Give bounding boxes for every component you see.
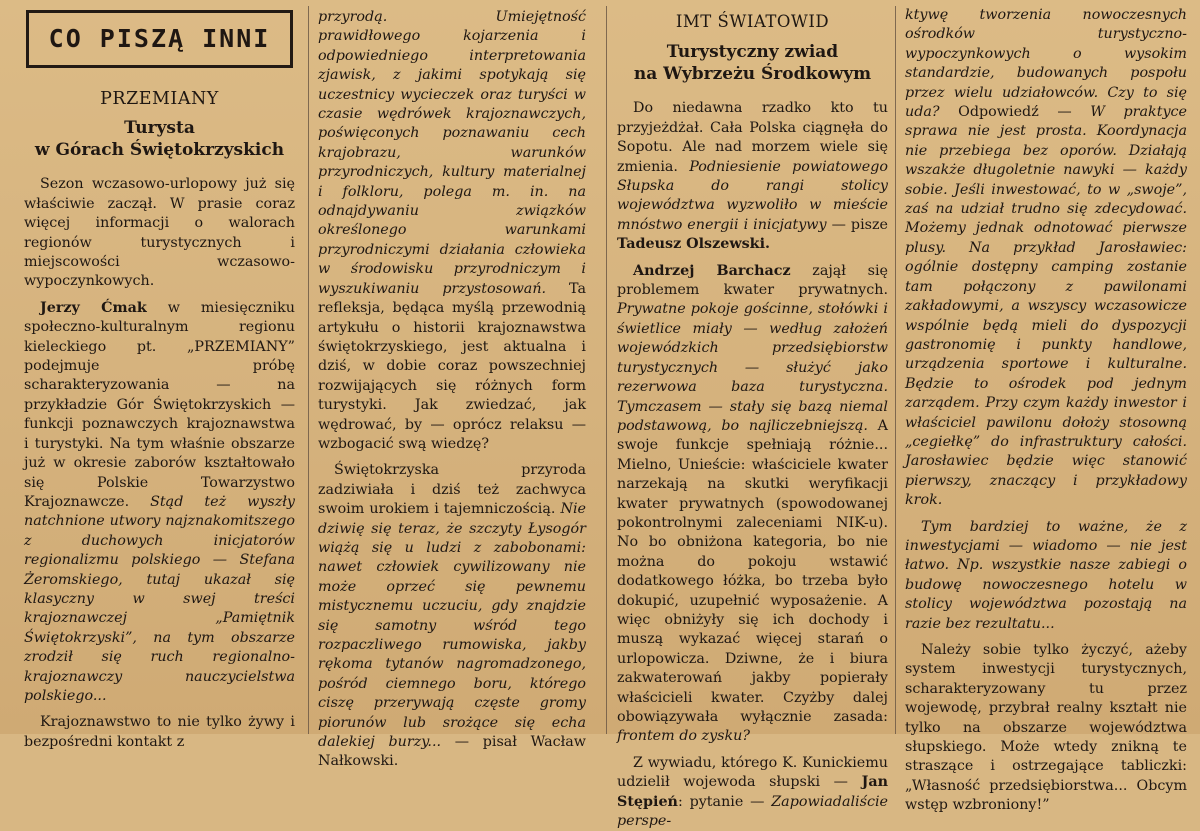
text-run: Ta refleksja, będąca myślą przewodnią artykułu o historii krajoznawstwa świętokrzyskiego, jest aktualna i dziś, w dobie coraz powszechniej rozwijających się różnych form turystyki. Jak zwiedzać, jak wędrować, by — oprócz relaksu — wzbogacić swą wiedzę?	[318, 280, 587, 452]
text-run: A swoje funkcje spełniają różnie... Mielno, Unieście: właściciele kwater narzekają na skutki weryfikacji kwater prywatnych (spowodowanej pokontrolnymi zaleceniami NIK-u). No bo obniżona kategoria, bo nie można do pokoju wstawić dodatkowego łóżka, bo trzeba było dokupić, uzupełnić wyposażenie. A więc obniżyły się ich dochody i muszą wykazać więcej starań o urlopowicza. Dziwne, że i biura zakwaterowań jakby popierały właścicieli kwater. Czyżby dalej obowiązywała wyłącznie zasada:	[617, 417, 888, 725]
paragraph	[905, 6, 1187, 511]
source-kicker-imt-swiatowid: IMT ŚWIATOWID	[675, 12, 830, 31]
headline-line: Turysta	[124, 118, 195, 139]
paragraph	[617, 99, 888, 254]
text-run: Z wywiadu, którego K. Kunickiemu udzielił wojewoda słupski —	[617, 754, 888, 791]
column-rule	[308, 6, 309, 734]
column-3	[617, 8, 889, 830]
quote-run: Zapowiadaliście perspe-	[617, 793, 888, 830]
paragraph: Sezon wczasowo-urlopowy już się właściwie zaczął. W prasie coraz więcej informacji o walorach regionów turystycznych i miejscowości wczasowo-wypoczynkowych.	[24, 176, 295, 290]
headline-line: Turystyczny zwiad	[666, 42, 839, 63]
quote-run: ktywę tworzenia nowoczesnych ośrodków turystyczno-wypoczynkowych o wysokim standardzie, budowanych pospołu przez wielu udziałowców. Czy to się uda?	[905, 7, 1187, 121]
quote-run: Prywatne pokoje gościnne, stołówki i świetlice miały — według założeń wojewódzkich przedsiębiorstw turystycznych — służyć jako rezerwowa baza turystyczna. Tymczasem — stały się bazą niemal podstawową, bo najliczebniejszą.	[617, 301, 888, 434]
text-run: — pisał Wacław Nałkowski.	[318, 734, 587, 770]
paragraph: Tym bardziej to ważne, że z inwestycjami — wiadomo — nie jest łatwo. Np. wszystkie nasze zabiegi o budowę nowoczesnego hotelu w stolicy województwa pozostają na razie bez rezultatu...	[905, 518, 1187, 632]
column-rule	[606, 6, 607, 734]
source-kicker-przemiany: PRZEMIANY	[100, 89, 219, 109]
author-name: Andrzej Barchacz	[633, 262, 791, 279]
text-run: Odpowiedź —	[939, 104, 1091, 121]
quote-run: W praktyce sprawa nie jest prosta. Koordynacja nie przebiega bez oporów. Działają wszakże długoletnie nawyki — każdy sobie. Jeśli inwestować, to w „swoje”, zaś na udział trudno się zdecydować. Możemy jednak odnotować pierwsze plusy. Na przykład Jarosławiec: ogólnie dostępny camping zostanie tam połączony z pawilonami zakładowymi, a wszyscy wczasowicze wspólnie będą mieli do dyspozycji gastronomię i punkty handlowe, urządzenia sportowe i kulturalne. Będzie to ośrodek pod jednym zarządem. Przy czym każdy inwestor i właściciel pawilonu dołoży stosowną „cegiełkę” do infrastruktury całości. Jarosławiec będzie więc stanowić pierwszy, znaczący i przykładowy krok.	[905, 104, 1187, 509]
column-4	[905, 6, 1187, 814]
paragraph	[617, 262, 888, 747]
paragraph	[617, 754, 888, 831]
column-rule	[895, 6, 896, 734]
text-run: zajął się problemem kwater prywatnych.	[617, 262, 889, 299]
text-run: — pisze	[826, 216, 888, 233]
article-headline-2	[617, 41, 888, 85]
paragraph	[318, 461, 586, 772]
text-run: Do niedawna rzadko kto tu przyjeżdżał. Cała Polska ciągnęła do Sopotu. Ale nad morzem wiele się zmienia.	[617, 100, 888, 175]
paragraph	[24, 299, 295, 707]
quote-run: Podniesienie powiatowego Słupska do rangi stolicy województwa wyzwoliło w mieście mnóstwo energii i inicjatywy	[617, 158, 888, 233]
section-banner: CO PISZĄ INNI	[26, 10, 293, 68]
text-run: : pytanie —	[677, 793, 772, 810]
paragraph: Należy sobie tylko życzyć, ażeby system inwestycji turystycznych, scharakteryzowany tu przez wojewodę, przybrał realny kształt nie tylko na obszarze województwa słupskiego. Może wtedy znikną te straszące i ostrzegające tabliczki: „Własność przedsiębiorstwa... Obcym wstęp wzbroniony!”	[905, 642, 1187, 814]
text-run: Świętokrzyska przyroda zadziwiała i dziś też zachwyca swoim urokiem i tajemniczością.	[318, 462, 586, 518]
author-name: Jerzy Ćmak	[40, 299, 147, 316]
author-name: Tadeusz Olszewski.	[617, 236, 770, 253]
headline-line: na Wybrzeżu Środkowym	[633, 64, 872, 85]
person-name: Jan Stępień	[617, 774, 888, 810]
column-1	[24, 8, 295, 750]
quote-run: Nie dziwię się teraz, że szczyty Łysogór wiążą się u ludzi z zabobonami: nawet człowiek cywilizowany nie może oprzeć się pewnemu mistycznemu uczuciu, gdy znajdzie się samotny wśród tego rozpaczliwego rumowiska, jakby rękoma tytanów nagromadzonego, pośród ciemnego boru, którego ciszę przerywają częste gromy piorunów lub srożące się echa dalekiej burzy...	[318, 501, 586, 751]
quote-run: przyrodą. Umiejętność prawidłowego kojarzenia i odpowiedniego interpretowania zjawisk, z jakimi spotykają się uczestnicy wycieczek oraz turyści w czasie wędrówek krajoznawczych, poświęconych poznawaniu cech krajobrazu, warunków przyrodniczych, kultury materialnej i folkloru, polega m. in. na odnajdywaniu związków określonego warunkami przyrodniczymi działania człowieka w środowisku przyrodniczym i wyszukiwaniu przystosowań.	[318, 9, 586, 297]
text-run: w miesięczniku społeczno-kulturalnym regionu kieleckiego pt. „PRZEMIANY” podejmuje próbę scharakteryzowania — na przykładzie Gór Świętokrzyskich — funkcji poznawczych krajoznawstwa i turystyki. Na tym właśnie obszarze już w okresie zaborów kształtowało się Polskie Towarzystwo Krajoznawcze.	[24, 299, 295, 510]
quote-run: frontem do zysku?	[617, 728, 751, 745]
paragraph	[318, 8, 586, 454]
article-headline-1	[24, 117, 295, 161]
headline-line: w Górach Świętokrzyskich	[34, 140, 285, 161]
column-2	[318, 8, 587, 770]
paragraph: Krajoznawstwo to nie tylko żywy i bezpośredni kontakt z	[24, 714, 295, 750]
quote-run: Stąd też wyszły natchnione utwory najznakomitszego z duchowych inicjatorów regionalizmu polskiego — Stefana Żeromskiego, tutaj ukazał się klasyczny w swej treści krajoznawczej „Pamiętnik Świętokrzyski”, na tym obszarze zrodził się ruch regionalno-krajoznawczy nauczycielstwa polskiego...	[24, 493, 295, 704]
